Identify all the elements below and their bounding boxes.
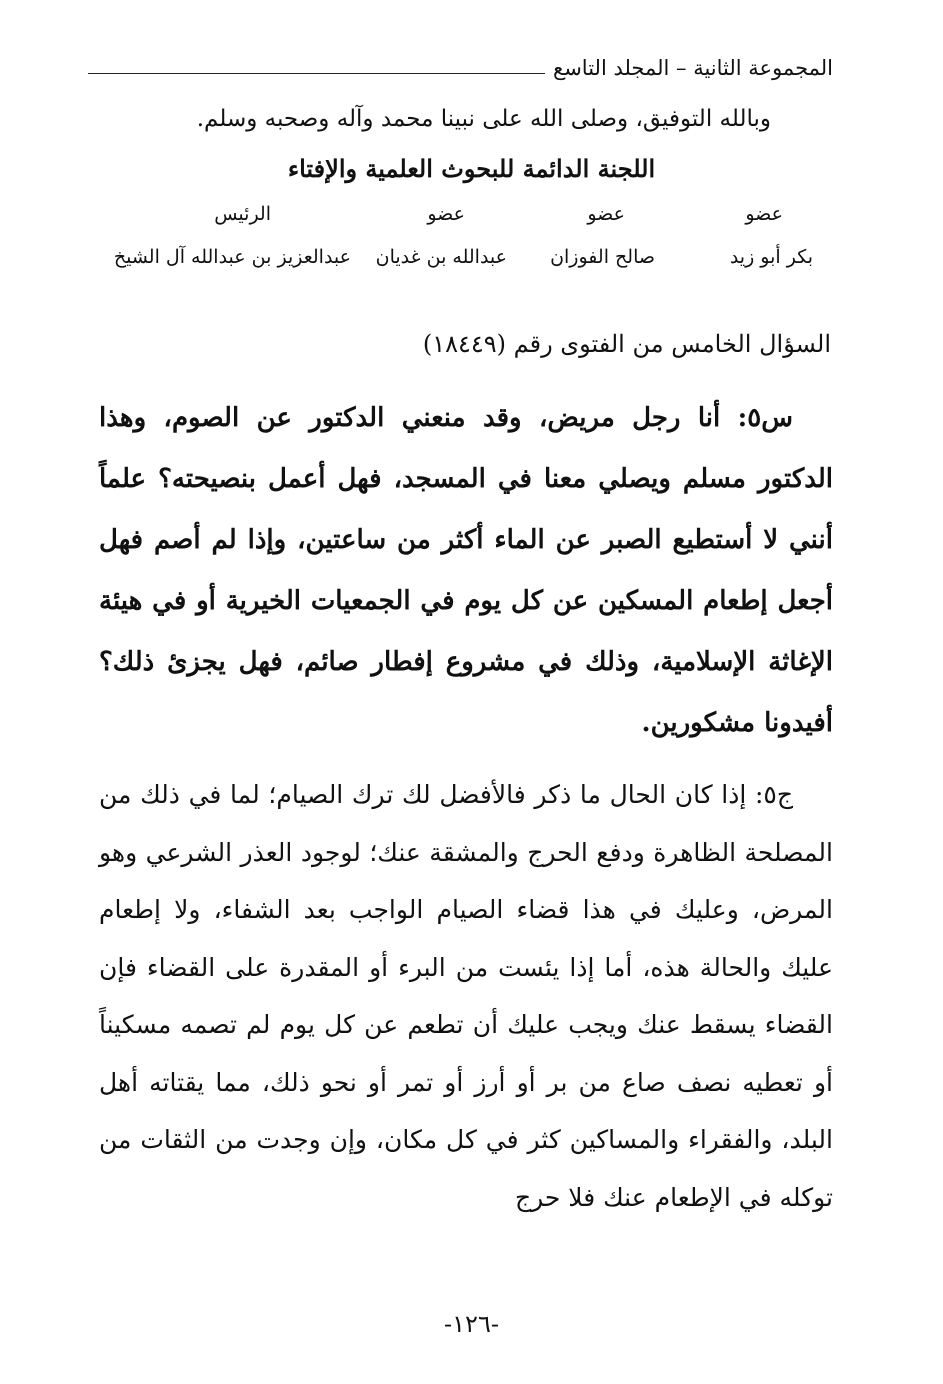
signatory-role: عضو xyxy=(427,203,465,225)
signatory-name-president: عبدالعزيز بن عبدالله آل الشيخ xyxy=(113,246,351,268)
signatory-role-president: الرئيس xyxy=(214,203,271,225)
running-header xyxy=(88,56,833,88)
closing-line: وبالله التوفيق، وصلى الله على نبينا محمد وآله وصحبه وسلم. xyxy=(196,106,771,132)
header-title: المجموعة الثانية – المجلد التاسع xyxy=(545,56,833,80)
signatory-role: عضو xyxy=(587,203,625,225)
signatory-name: بكر أبو زيد xyxy=(729,246,813,268)
signatory-name: عبدالله بن غديان xyxy=(375,246,507,268)
page-number: -١٢٦- xyxy=(444,1310,499,1338)
committee-name: اللجنة الدائمة للبحوث العلمية والإفتاء xyxy=(287,154,656,183)
question-paragraph: س٥: أنا رجل مريض، وقد منعني الدكتور عن الصوم، وهذا الدكتور مسلم ويصلي معنا في المسجد، فهل أعمل بنصيحته؟ علماً أنني لا أستطيع الصبر عن الماء أكثر من ساعتين، وإذا لم أصم فهل أجعل إطعام المسكين عن كل يوم في الجمعيات الخيرية أو في هيئة الإغاثة الإسلامية، وذلك في مشروع إفطار صائم، فهل يجزئ ذلك؟ أفيدونا مشكورين. xyxy=(99,403,833,738)
signatory-name: صالح الفوزان xyxy=(550,246,655,268)
answer-paragraph: ج٥: إذا كان الحال ما ذكر فالأفضل لك ترك الصيام؛ لما في ذلك من المصلحة الظاهرة ودفع الحرج والمشقة عنك؛ لوجود العذر الشرعي وهو المرض، وعليك في هذا قضاء الصيام الواجب بعد الشفاء، ولا إطعام عليك والحالة هذه، أما إذا يئست من البرء أو المقدرة على القضاء فإن القضاء يسقط عنك ويجب عليك أن تطعم عن كل يوم لم تصمه مسكيناً أو تعطيه نصف صاع من بر أو أرز أو تمر أو نحو ذلك، مما يقتاته أهل البلد، والفقراء والمساكين كثر في كل مكان، وإن وجدت من الثقات من توكله في الإطعام عنك فلا حرج xyxy=(99,780,833,1212)
fatwa-reference: السؤال الخامس من الفتوى رقم (١٨٤٤٩) xyxy=(422,330,831,358)
signatory-role: عضو xyxy=(745,203,783,225)
